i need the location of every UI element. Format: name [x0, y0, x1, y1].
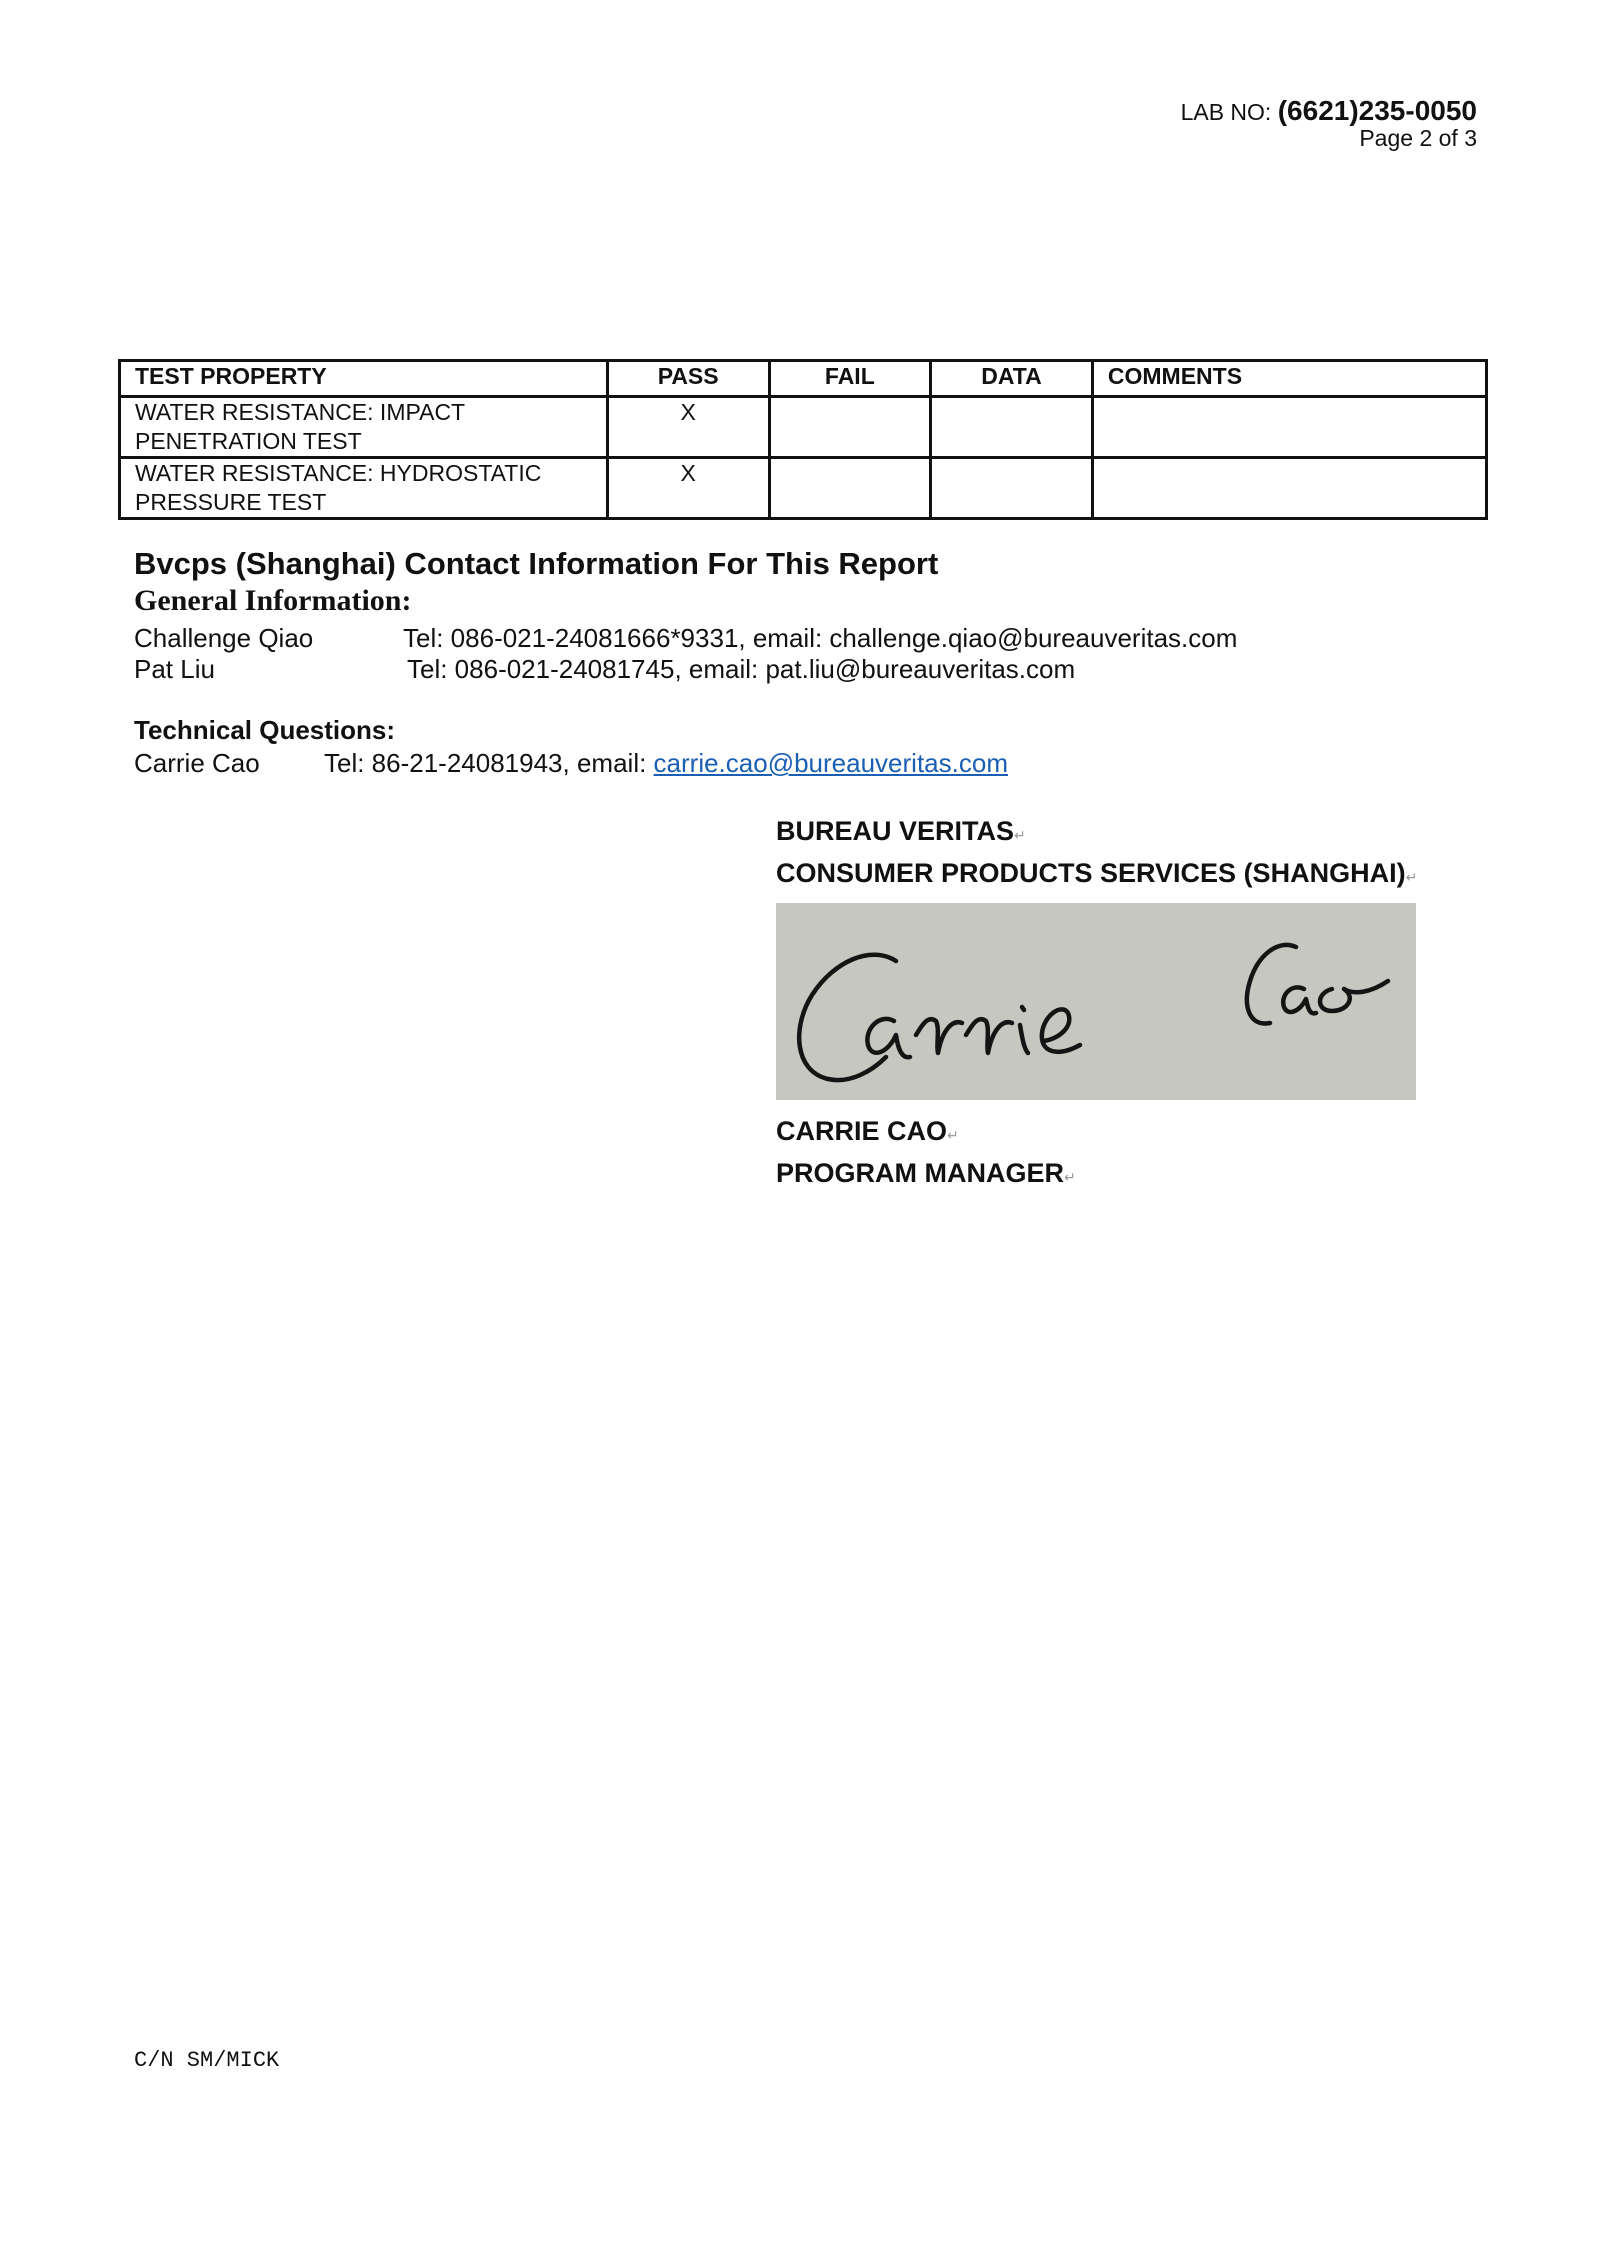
- lab-number-block: [1180, 95, 1477, 151]
- contact-name: Challenge Qiao: [134, 623, 314, 653]
- footer-cn: C/N SM/MICK: [134, 2048, 280, 2073]
- test-property-line: PENETRATION TEST: [135, 428, 362, 454]
- signer-name: [776, 1116, 959, 1147]
- test-property-cell: [120, 397, 608, 458]
- pass-cell: X: [607, 397, 769, 458]
- data-cell: [931, 397, 1093, 458]
- table-row: [120, 458, 1487, 519]
- column-header-fail: FAIL: [769, 361, 931, 397]
- general-contact-row: [134, 623, 1237, 654]
- company-name: [776, 816, 1026, 847]
- comments-cell: [1092, 458, 1486, 519]
- technical-email-link[interactable]: carrie.cao@bureauveritas.com: [653, 748, 1008, 778]
- column-header-data: DATA: [931, 361, 1093, 397]
- fail-cell: [769, 397, 931, 458]
- paragraph-mark-icon: ↵: [1064, 1169, 1076, 1185]
- test-results-table: [118, 359, 1488, 520]
- general-information-heading: General Information:: [134, 584, 412, 617]
- contact-details: Tel: 086-021-24081666*9331, email: challenge.qiao@bureauveritas.com: [403, 623, 1238, 653]
- paragraph-mark-icon: ↵: [1014, 827, 1026, 843]
- signature-icon: [776, 903, 1416, 1100]
- table-header-row: [120, 361, 1487, 397]
- paragraph-mark-icon: ↵: [1405, 869, 1418, 885]
- contact-details: Tel: 86-21-24081943, email:: [324, 748, 654, 778]
- technical-contact-row: [134, 748, 1008, 779]
- test-property-line: PRESSURE TEST: [135, 489, 327, 515]
- lab-number-label: LAB NO:: [1180, 99, 1278, 125]
- pass-cell: X: [607, 458, 769, 519]
- company-division-text: CONSUMER PRODUCTS SERVICES (SHANGHAI): [776, 858, 1406, 888]
- page-indicator: Page 2 of 3: [1359, 125, 1477, 151]
- column-header-comments: COMMENTS: [1092, 361, 1486, 397]
- signer-name-text: CARRIE CAO: [776, 1116, 948, 1146]
- paragraph-mark-icon: ↵: [947, 1127, 959, 1143]
- comments-cell: [1092, 397, 1486, 458]
- technical-questions-heading: Technical Questions:: [134, 715, 396, 745]
- company-division: [776, 858, 1417, 889]
- contact-name: Carrie Cao: [134, 748, 260, 778]
- general-contact-row: [134, 654, 1075, 685]
- contact-details: Tel: 086-021-24081745, email: pat.liu@bureauveritas.com: [407, 654, 1076, 684]
- data-cell: [931, 458, 1093, 519]
- company-name-text: BUREAU VERITAS: [776, 816, 1015, 846]
- lab-number: (6621)235-0050: [1277, 95, 1477, 126]
- test-property-line: WATER RESISTANCE: IMPACT: [135, 399, 466, 425]
- fail-cell: [769, 458, 931, 519]
- signer-title-text: PROGRAM MANAGER: [776, 1158, 1064, 1188]
- test-property-line: WATER RESISTANCE: HYDROSTATIC: [135, 460, 542, 486]
- contact-name: Pat Liu: [134, 654, 215, 684]
- signer-title: [776, 1158, 1076, 1189]
- contact-title: Bvcps (Shanghai) Contact Information For This Report: [134, 546, 939, 581]
- table-row: [120, 397, 1487, 458]
- column-header-test-property: TEST PROPERTY: [120, 361, 608, 397]
- lab-number-line: [1180, 95, 1477, 126]
- column-header-pass: PASS: [607, 361, 769, 397]
- test-property-cell: [120, 458, 608, 519]
- signature-image: [776, 903, 1416, 1100]
